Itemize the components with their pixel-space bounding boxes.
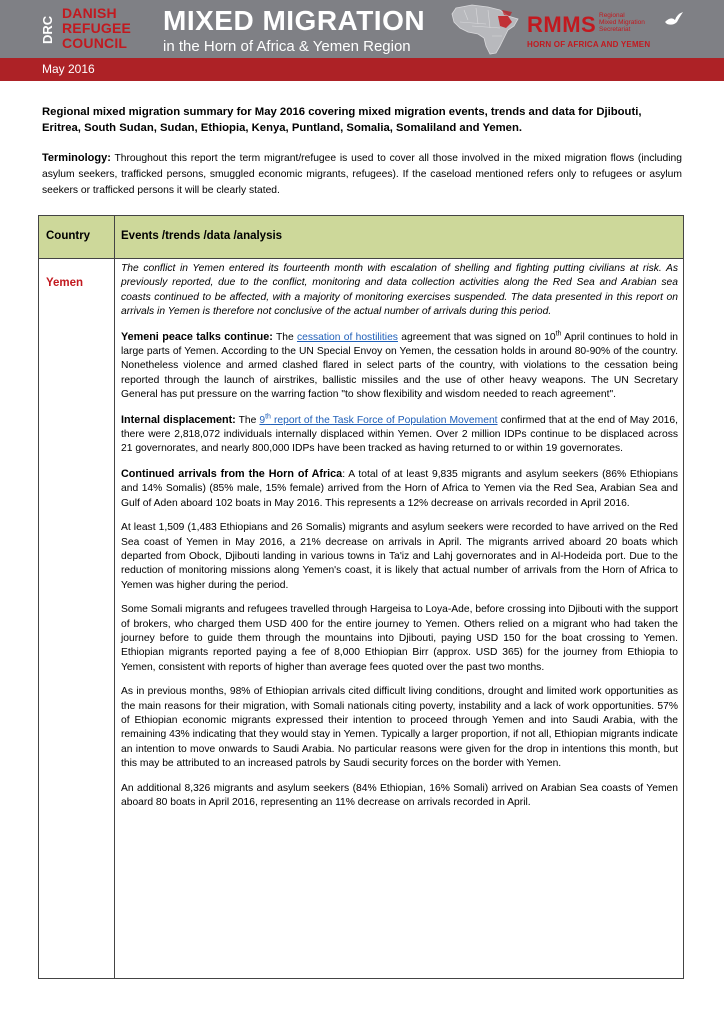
country-table [38, 215, 684, 979]
link-text: report of the Task Force of Population Movement [270, 414, 498, 426]
header-events: Events /trends /data /analysis [121, 230, 283, 242]
rmms-sub-2: Mixed Migration [599, 19, 645, 26]
link-number: 9 [259, 414, 266, 426]
rmms-region: HORN OF AFRICA AND YEMEN [527, 40, 651, 49]
report-date: May 2016 [42, 62, 95, 76]
drc-wordmark [62, 6, 131, 51]
task-force-report-link[interactable] [259, 415, 497, 426]
yemen-content [121, 262, 678, 820]
report-subtitle: in the Horn of Africa & Yemen Region [163, 38, 411, 55]
country-yemen: Yemen [46, 277, 84, 289]
drc-word-2: REFUGEE [62, 20, 132, 36]
conflict-intro: The conflict in Yemen entered its fourteenth month with escalation of shelling and fighting putting civilians at risk. As previously reported, due to the conflict, monitoring and data collection activities along the Red Sea and Arabian sea coasts continued to be affected, with a majority of monitoring exercises suspended. The data presented in this report on arrivals in Yemen is therefore not conclusive of the actual number of arrivals during this period. [121, 263, 678, 318]
column-divider [114, 216, 115, 978]
terminology-text: Throughout this report the term migrant/refugee is used to cover all those involved in the mixed migration flows (including asylum seekers, trafficked persons, smuggled economic migrants, refugees). If the caseload mentioned refers only to refugees or asylum seekers or trafficked persons it will be clearly stated. [42, 153, 682, 196]
terminology-label: Terminology: [42, 152, 111, 164]
link-sup: th [265, 413, 271, 421]
peace-talks-paragraph [121, 330, 678, 403]
reasons-paragraph: As in previous months, 98% of Ethiopian arrivals cited difficult living conditions, drought and limited work opportunities as the main reasons for their migration, with Somali nationals citing poverty, instability and a lack of work opportunities. 57% of Ethiopian economic migrants expressed their intention to proceed through Yemen and into Saudi Arabia, with the remaining 43% indicating that they would stay in Yemen. Typically a larger proportion, if not all, Ethiopian migrants indicate an intention to move onwards to Saudi Arabia. No particular reasons were given for the drop in intentions this month, but this may be attributed to an increased patrols by Saudi security forces on the border with Yemen. [121, 686, 678, 770]
arrivals-paragraph [121, 467, 678, 511]
arrivals-text: : A total of at least 9,835 migrants and asylum seekers (86% Ethiopians and 14% Somalis) (85% male, 15% female) arrived from the Horn of Africa to Yemen via the Red Sea, Arabian Sea and Gulf of Aden aboard 102 boats in May 2016. This represents a 12% decrease on arrivals recorded in April 2016. [121, 468, 678, 509]
summary-paragraph: Regional mixed migration summary for May 2016 covering mixed migration events, trends and data for Djibouti, Eritrea, South Sudan, Sudan, Ethiopia, Kenya, Puntland, Somalia, Somaliland and Yemen. [42, 106, 642, 134]
terminology-paragraph [42, 150, 682, 199]
peace-text-pre: The [272, 331, 297, 343]
red-sea-paragraph: At least 1,509 (1,483 Ethiopians and 26 Somalis) migrants and asylum seekers were recorded to have arrived on the Red Sea coast of Yemen in May 2016, a 21% decrease on arrivals in April. The migrants arrived aboard 20 boats which departed from Obock, Djibouti landing in various towns in Ta'iz and Lahj governorates and in Al-Hodeida port. Due to the reduction of monitoring missions along Yemen's coast, it is likely that actual number of arrivals from the Horn of Africa to Yemen was higher during the period. [121, 522, 678, 591]
rmms-name: RMMS [527, 12, 597, 37]
date-bar [0, 58, 724, 81]
bird-icon [663, 10, 685, 28]
header-banner [0, 0, 724, 58]
rmms-sub-3: Secretariat [599, 26, 631, 33]
drc-logo [40, 6, 140, 54]
arabian-sea-paragraph: An additional 8,326 migrants and asylum seekers (84% Ethiopian, 16% Somali) arrived on Arabian Sea coasts of Yemen aboard 80 boats in April 2016, representing an 11% decrease on arrivals recorded in April. [121, 782, 678, 808]
displacement-heading: Internal displacement: [121, 413, 236, 426]
peace-text-mid: agreement that was signed on 10 [397, 331, 556, 343]
drc-word-1: DANISH [62, 5, 117, 21]
arrivals-heading: Continued arrivals from the Horn of Africa [121, 467, 343, 480]
displacement-text-pre: The [235, 414, 260, 426]
rmms-subtitle [599, 12, 659, 33]
report-title: MIXED MIGRATION [163, 5, 426, 36]
peace-text-post: April continues to hold in large parts of Yemen. According to the UN Special Envoy on Yemen, the cessation holds in around 80-90% of the country. Nonetheless violence and armed clashed flared in select parts of the country, with violations to the cessation being reported through the launch of airstrikes, ballistic missiles and the use of other heavy weapons. The UN Secretary General has put pressure on the warring faction "to show flexibility and wisdom needed to reach agreement". [121, 331, 678, 401]
cessation-link[interactable]: cessation of hostilities [296, 331, 398, 343]
peace-sup: th [555, 330, 562, 338]
africa-map-icon [442, 2, 524, 56]
table-header [39, 216, 683, 259]
drc-mark: DRC [40, 15, 55, 45]
displacement-paragraph [121, 413, 678, 457]
rmms-sub-1: Regional [599, 12, 625, 19]
displacement-text-post: confirmed that at the end of May 2016, there were 2,818,072 individuals internally displaced within Yemen. Over 2 million IDPs continue to be displaced across 21 governorates, and nearly 800,000 IDPs have been tracked as having returned to or within 19 governorates. [121, 414, 678, 455]
routes-fees-paragraph: Some Somali migrants and refugees travelled through Hargeisa to Loya-Ade, before crossing into Djibouti with the support of brokers, who charged them USD 400 for the entire journey to Yemen. Others relied on a migrant who had taken the journey before to guide them through the mountains into Djibouti, paying USD 150 for the boat crossing to Yemen. Ethiopian migrants reported paying a fee of 8,000 Ethiopian Birr (approx. USD 365) for the journey from Ethiopia to Yemen, consistent with reports of higher than average fees quoted over the past two months. [121, 604, 678, 673]
drc-word-3: COUNCIL [62, 35, 128, 51]
rmms-logo [527, 8, 717, 56]
peace-talks-heading: Yemeni peace talks continue: [121, 330, 273, 343]
header-country: Country [46, 230, 91, 242]
